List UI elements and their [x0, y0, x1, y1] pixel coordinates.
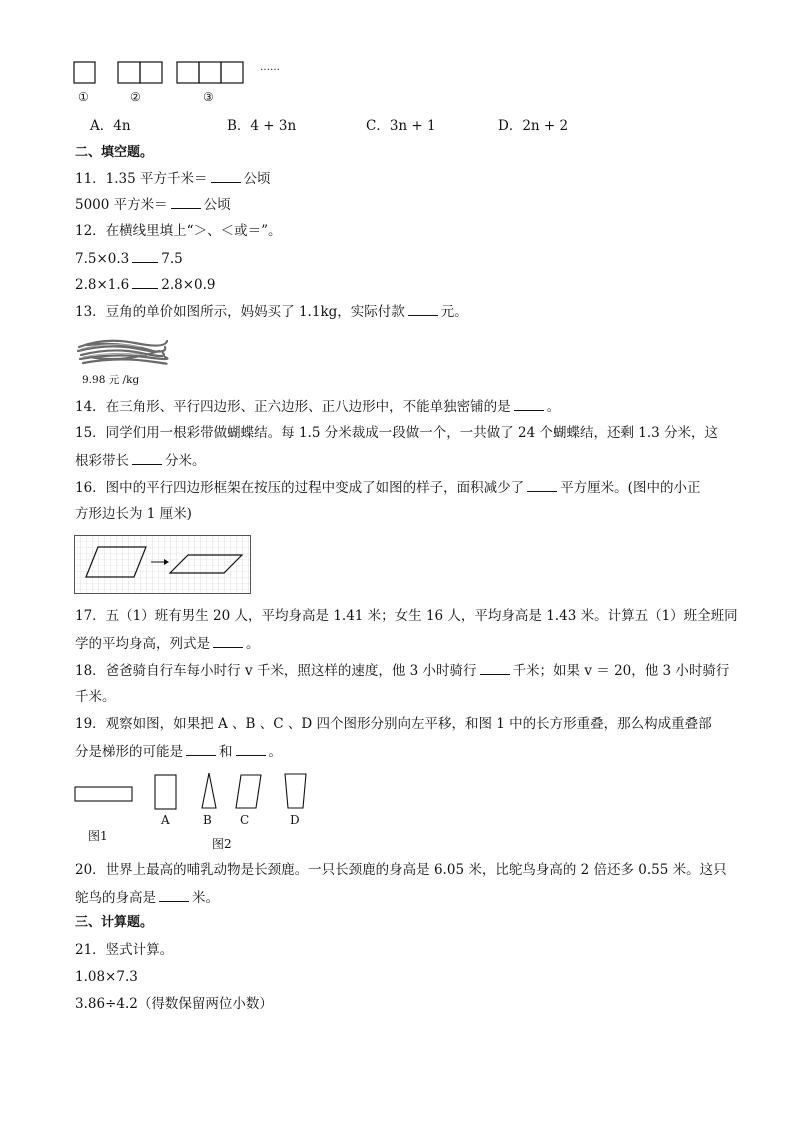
- q19-question: 分是梯形的可能是: [75, 744, 183, 760]
- q16-blank[interactable]: [527, 478, 557, 492]
- shape-label-a: A: [161, 813, 170, 827]
- q12-a-left: 7.5×0.3: [75, 251, 130, 267]
- q15-blank[interactable]: [132, 451, 162, 465]
- q19-blank-2[interactable]: [236, 742, 266, 756]
- option-a[interactable]: A．4n: [90, 118, 131, 134]
- q15-unit: 分米。: [165, 453, 206, 469]
- shape-c-parallelogram: [236, 775, 261, 808]
- q21-text: 21．竖式计算。: [75, 942, 174, 958]
- pattern-2-square-b: [140, 62, 162, 83]
- q17-line-2: [75, 634, 260, 653]
- q11-b-text: 5000 平方米＝: [75, 197, 168, 213]
- q14-end: 。: [546, 399, 561, 415]
- q11-a-blank[interactable]: [211, 169, 241, 183]
- q12-b-blank[interactable]: [132, 275, 158, 289]
- option-c[interactable]: C．3n + 1: [366, 118, 436, 134]
- q18-line-1: [75, 661, 729, 680]
- q20-unit: 米。: [192, 890, 219, 906]
- shape-label-b: B: [203, 813, 212, 827]
- q18-question: 18．爸爸骑自行车每小时行 v 千米，照这样的速度，他 3 小时骑行: [75, 663, 477, 679]
- q20-line-1: 20．世界上最高的哺乳动物是长颈鹿。一只长颈鹿的身高是 6.05 米，比鸵鸟身高的 2 倍还多 0.55 米。这只: [75, 862, 727, 878]
- q19-and: 和: [219, 744, 233, 760]
- q17-end: 。: [246, 636, 260, 652]
- q19-blank-1[interactable]: [186, 742, 216, 756]
- q11-a-text: 11．1.35 平方千米＝: [75, 171, 208, 187]
- fig1-rectangle: [75, 787, 132, 801]
- q11-b-blank[interactable]: [171, 195, 201, 209]
- q16-line-2: 方形边长为 1 厘米): [75, 506, 192, 522]
- q12-text: 12．在横线里填上“＞、＜或＝”。: [75, 223, 282, 239]
- q20-blank[interactable]: [159, 888, 189, 902]
- fig2-label: 图2: [212, 837, 232, 851]
- q17-line-1: 17．五（1）班有男生 20 人，平均身高是 1.41 米；女生 16 人，平均身高是 1.43 米。计算五（1）班全班同: [75, 608, 738, 624]
- option-b[interactable]: B．4 + 3n: [227, 118, 297, 134]
- shape-d-trapezoid: [285, 774, 306, 808]
- q15-line-1: 15．同学们用一根彩带做蝴蝶结。每 1.5 分米裁成一段做一个，一共做了 24 个蝴蝶结，还剩 1.3 分米，这: [75, 425, 719, 441]
- q15-line-2: [75, 451, 206, 470]
- q12-b-right: 2.8×0.9: [161, 277, 216, 293]
- pattern-3-square-a: [177, 62, 199, 83]
- pattern-label-3: ③: [203, 90, 214, 104]
- q11-b-unit: 公顷: [203, 197, 231, 213]
- q12-b-left: 2.8×1.6: [75, 277, 130, 293]
- q16-unit: 平方厘米。(图中的小正: [560, 480, 701, 496]
- shape-b-triangle: [202, 773, 216, 808]
- section-calc-title: 三、计算题。: [75, 915, 154, 930]
- section-fill-in-title: 二、填空题。: [75, 145, 154, 160]
- q19-line-2: [75, 742, 282, 761]
- q19-end: 。: [268, 744, 282, 760]
- q21-b: 3.86÷4.2（得数保留两位小数）: [75, 996, 273, 1012]
- q13-blank[interactable]: [408, 302, 438, 316]
- q13-unit: 元。: [440, 304, 468, 320]
- q16-line-1: [75, 478, 700, 497]
- q12-line-b: [75, 275, 216, 294]
- bean-price-label: 9.98 元 /kg: [82, 374, 140, 386]
- q14-text: [75, 397, 560, 416]
- parallelogram-grid-figure: [74, 535, 252, 595]
- pattern-3-square-c: [221, 62, 243, 83]
- q12-a-right: 7.5: [161, 251, 183, 267]
- q16-question: 16．图中的平行四边形框架在按压的过程中变成了如图的样子，面积减少了: [75, 480, 525, 496]
- q13-text: [75, 302, 468, 321]
- q18-followup: 千米；如果 v ＝ 20，他 3 小时骑行: [512, 663, 730, 679]
- q17-blank[interactable]: [213, 634, 243, 648]
- q18-blank-1[interactable]: [480, 661, 510, 675]
- q11-line-a: [75, 169, 271, 188]
- q12-line-a: [75, 249, 183, 268]
- pattern-1-square: [74, 62, 95, 83]
- q21-a: 1.08×7.3: [75, 969, 138, 985]
- q19-line-1: 19．观察如图，如果把 A 、B 、C 、D 四个图形分别向左平移，和图 1 中的长方形重叠，那么构成重叠部: [75, 716, 712, 732]
- pattern-ellipsis: ……: [260, 62, 280, 73]
- q11-a-unit: 公顷: [243, 171, 271, 187]
- q11-line-b: [75, 195, 231, 214]
- pattern-2-square-a: [118, 62, 140, 83]
- pattern-label-2: ②: [130, 90, 141, 104]
- q14-question: 14．在三角形、平行四边形、正六边形、正八边形中，不能单独密铺的是: [75, 399, 511, 415]
- q17-question: 学的平均身高，列式是: [75, 636, 210, 652]
- fig1-label: 图1: [88, 829, 108, 843]
- q12-a-blank[interactable]: [132, 249, 158, 263]
- q18-line-2: 千米。: [75, 689, 116, 705]
- pattern-3-square-b: [199, 62, 221, 83]
- translation-shapes-figure: [74, 770, 324, 820]
- q13-question: 13．豆角的单价如图所示，妈妈买了 1.1kg，实际付款: [75, 304, 405, 320]
- option-d[interactable]: D．2n + 2: [498, 118, 569, 134]
- shape-label-d: D: [290, 813, 300, 827]
- q15-question: 根彩带长: [75, 453, 129, 469]
- pattern-label-1: ①: [78, 90, 89, 104]
- q20-line-2: [75, 888, 219, 907]
- shape-label-c: C: [240, 813, 250, 827]
- q20-question: 鸵鸟的身高是: [75, 890, 156, 906]
- shape-a-rectangle: [155, 775, 176, 809]
- green-beans-image: [75, 333, 170, 373]
- q14-blank[interactable]: [514, 397, 544, 411]
